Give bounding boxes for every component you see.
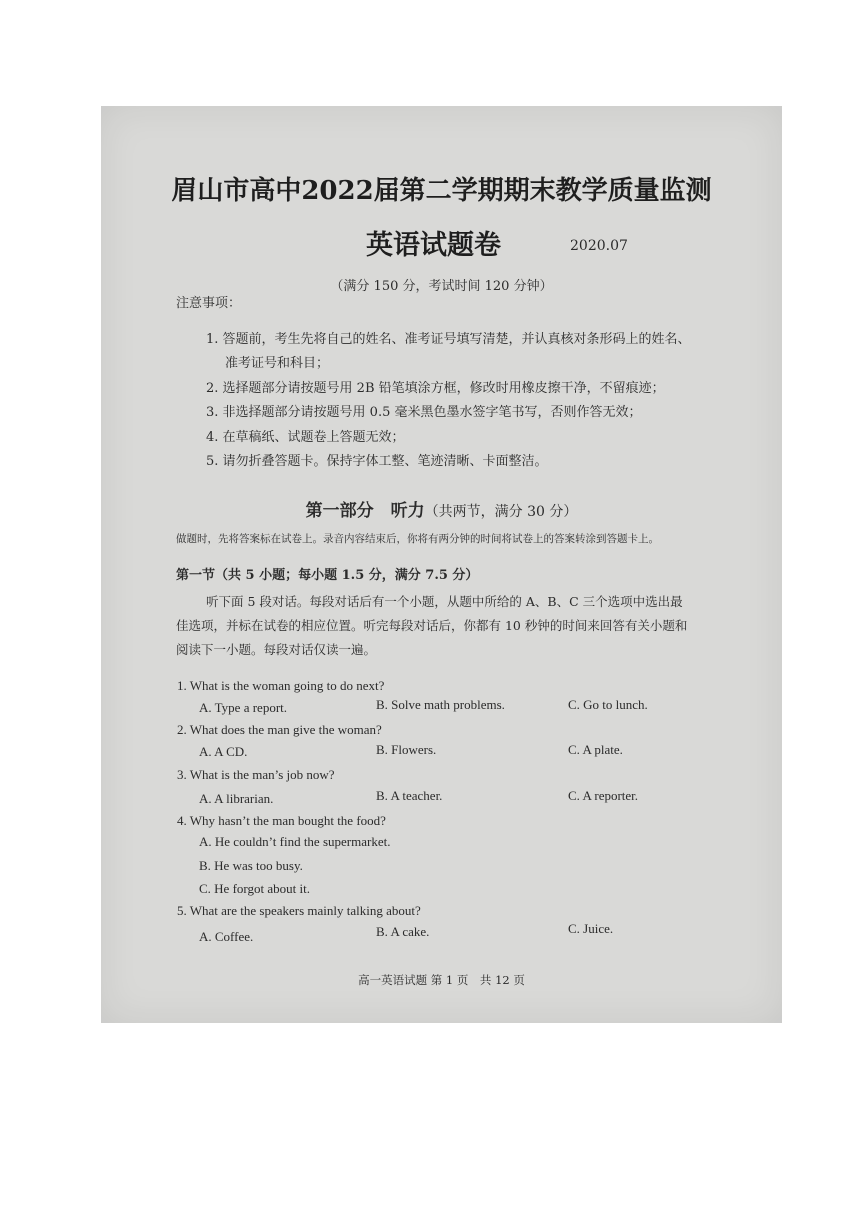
q3-option-b: B. A teacher. [376, 788, 443, 803]
q4-option-b: B. He was too busy. [199, 858, 303, 873]
section1-para-line: 阅读下一小题。每段对话仅读一遍。 [176, 642, 377, 657]
exam-subtitle: 英语试题卷 [366, 230, 501, 261]
note-item: 准考证号和科目； [225, 356, 330, 371]
exam-date: 2020.07 [570, 238, 628, 254]
q1-option-c: C. Go to lunch. [568, 697, 648, 712]
question-1: 1. What is the woman going to do next? [177, 678, 385, 693]
part1-title: 第一部分 听力 [305, 501, 425, 521]
section1-heading: 第一节（共 5 小题；每小题 1.5 分，满分 7.5 分） [176, 568, 479, 583]
q5-option-a: A. Coffee. [199, 929, 254, 944]
question-5: 5. What are the speakers mainly talking about? [177, 903, 421, 918]
q2-option-a: A. A CD. [199, 744, 248, 759]
q1-option-a: A. Type a report. [199, 700, 288, 715]
note-item: 4. 在草稿纸、试题卷上答题无效； [206, 430, 405, 445]
q5-option-c: C. Juice. [568, 921, 614, 936]
part1-instruction: 做题时，先将答案标在试卷上。录音内容结束后，你将有两分钟的时间将试卷上的答案转涂到答题卡上。 [176, 533, 659, 545]
note-item: 1. 答题前，考生先将自己的姓名、准考证号填写清楚，并认真核对条形码上的姓名、 [206, 332, 691, 347]
question-2: 2. What does the man give the woman? [177, 722, 382, 737]
question-4: 4. Why hasn’t the man bought the food? [177, 813, 386, 828]
notes-heading: 注意事项： [176, 296, 242, 311]
exam-page [101, 106, 782, 1023]
question-3: 3. What is the man’s job now? [177, 767, 335, 782]
q3-option-c: C. A reporter. [568, 788, 639, 803]
q5-option-b: B. A cake. [376, 924, 430, 939]
q3-option-a: A. A librarian. [199, 791, 274, 806]
page-footer: 高一英语试题 第 1 页 共 12 页 [358, 973, 525, 987]
note-item: 2. 选择题部分请按题号用 2B 铅笔填涂方框，修改时用橡皮擦干净，不留痕迹； [206, 381, 665, 396]
q4-option-c: C. He forgot about it. [199, 881, 310, 896]
part1-heading [101, 496, 782, 521]
section1-para-line: 佳选项，并标在试卷的相应位置。听完每段对话后，你都有 10 秒钟的时间来回答有关小题和 [176, 618, 688, 633]
section1-para-line: 听下面 5 段对话。每段对话后有一个小题，从题中所给的 A、B、C 三个选项中选出最 [206, 594, 683, 609]
q4-option-a: A. He couldn’t find the supermarket. [199, 834, 391, 849]
q2-option-b: B. Flowers. [376, 742, 437, 757]
q1-option-b: B. Solve math problems. [376, 697, 505, 712]
exam-title: 眉山市高中2022届第二学期期末教学质量监测 [171, 176, 712, 206]
part1-sub: （共两节，满分 30 分） [424, 504, 578, 520]
note-item: 5. 请勿折叠答题卡。保持字体工整、笔迹清晰、卡面整洁。 [206, 454, 548, 469]
q2-option-c: C. A plate. [568, 742, 623, 757]
note-item: 3. 非选择题部分请按题号用 0.5 毫米黑色墨水签字笔书写，否则作答无效； [206, 405, 642, 420]
exam-score-time: （满分 150 分，考试时间 120 分钟） [330, 279, 553, 294]
